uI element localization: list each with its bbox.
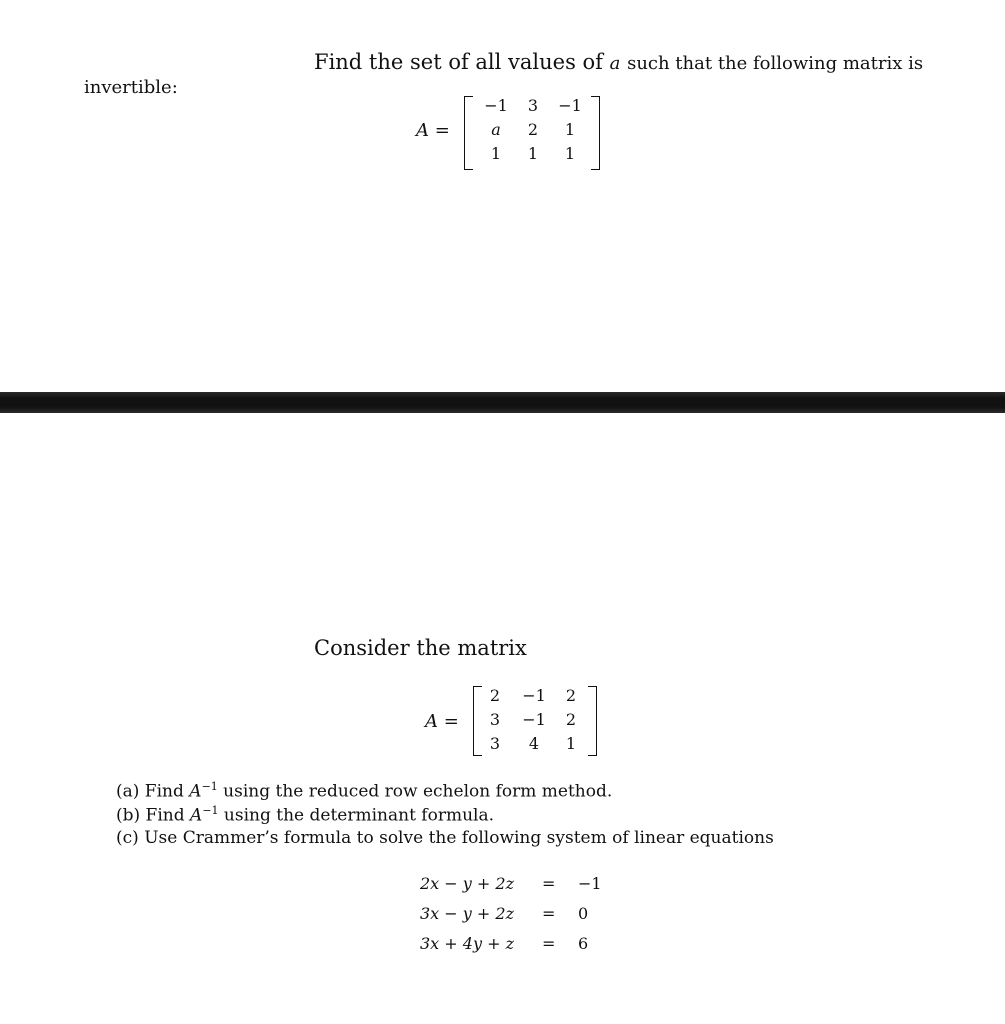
matrix2-cell-r1-c1: 2 (489, 686, 501, 705)
matrix1-label (416, 120, 450, 141)
matrix2 (473, 686, 597, 756)
equation-1-rhs: −1 (578, 874, 602, 893)
matrix2-right-bracket (588, 686, 597, 756)
part-b-superscript: −1 (202, 804, 219, 817)
matrix2-label-text: A = (425, 711, 459, 732)
matrix2-label (425, 711, 459, 732)
matrix2-cell-r1-c3: 2 (565, 686, 577, 705)
part-b (116, 804, 494, 826)
matrix1-cell-r3-c1: 1 (490, 144, 502, 163)
matrix1-right-bracket (591, 96, 600, 170)
equation-2-lhs: 3x − y + 2z (420, 904, 515, 923)
equation-1-equals: = (542, 874, 556, 893)
matrix2-cell-r1-c2: −1 (522, 686, 546, 705)
matrix1-cell-r3-c2: 1 (527, 144, 539, 163)
part-a-symbol: A (189, 781, 202, 802)
matrix2-cell-r3-c1: 3 (489, 734, 501, 753)
part-b-prefix: (b) Find (116, 805, 191, 826)
matrix1-cell-r1-c3: −1 (558, 96, 582, 115)
matrix1-cell-r2-c2: 2 (527, 120, 539, 139)
matrix1-cell-r2-c3: 1 (564, 120, 576, 139)
part-a (116, 780, 612, 802)
equation-1-lhs: 2x − y + 2z (420, 874, 515, 893)
problem2-title: Consider the matrix (314, 636, 527, 660)
part-b-suffix: using the determinant formula. (218, 805, 495, 826)
equation-3-equals: = (542, 934, 556, 953)
part-a-suffix: using the reduced row echelon form method. (217, 781, 613, 802)
matrix2-cell-r3-c2: 4 (528, 734, 540, 753)
equation-3-lhs: 3x + 4y + z (420, 934, 515, 953)
matrix2-cell-r2-c2: −1 (522, 710, 546, 729)
part-b-symbol: A (190, 805, 203, 826)
problem1-text-suffix: such that the following matrix is (627, 53, 924, 74)
matrix1-cell-r1-c1: −1 (484, 96, 508, 115)
part-a-prefix: (a) Find (116, 781, 190, 802)
equation-2-equals: = (542, 904, 556, 923)
matrix1-cell-r1-c2: 3 (527, 96, 539, 115)
problem1-text-main: Find the set of all values of (314, 50, 603, 74)
problem1-statement (314, 50, 923, 74)
matrix2-cell-r3-c3: 1 (565, 734, 577, 753)
problem1-variable: a (609, 53, 621, 74)
section-divider (0, 392, 1005, 413)
matrix2-cell-r2-c1: 3 (489, 710, 501, 729)
matrix1-cell-r2-c1: a (491, 120, 501, 139)
part-a-superscript: −1 (201, 780, 218, 793)
matrix1 (464, 96, 600, 170)
matrix1-left-bracket (464, 96, 473, 170)
matrix2-cell-r2-c3: 2 (565, 710, 577, 729)
part-c: (c) Use Crammer’s formula to solve the following system of linear equations (116, 828, 774, 848)
equation-2-rhs: 0 (578, 904, 589, 923)
problem1-statement-cont: invertible: (84, 77, 178, 98)
equation-3-rhs: 6 (578, 934, 589, 953)
matrix1-label-text: A = (416, 120, 450, 141)
matrix1-cell-r3-c3: 1 (564, 144, 576, 163)
